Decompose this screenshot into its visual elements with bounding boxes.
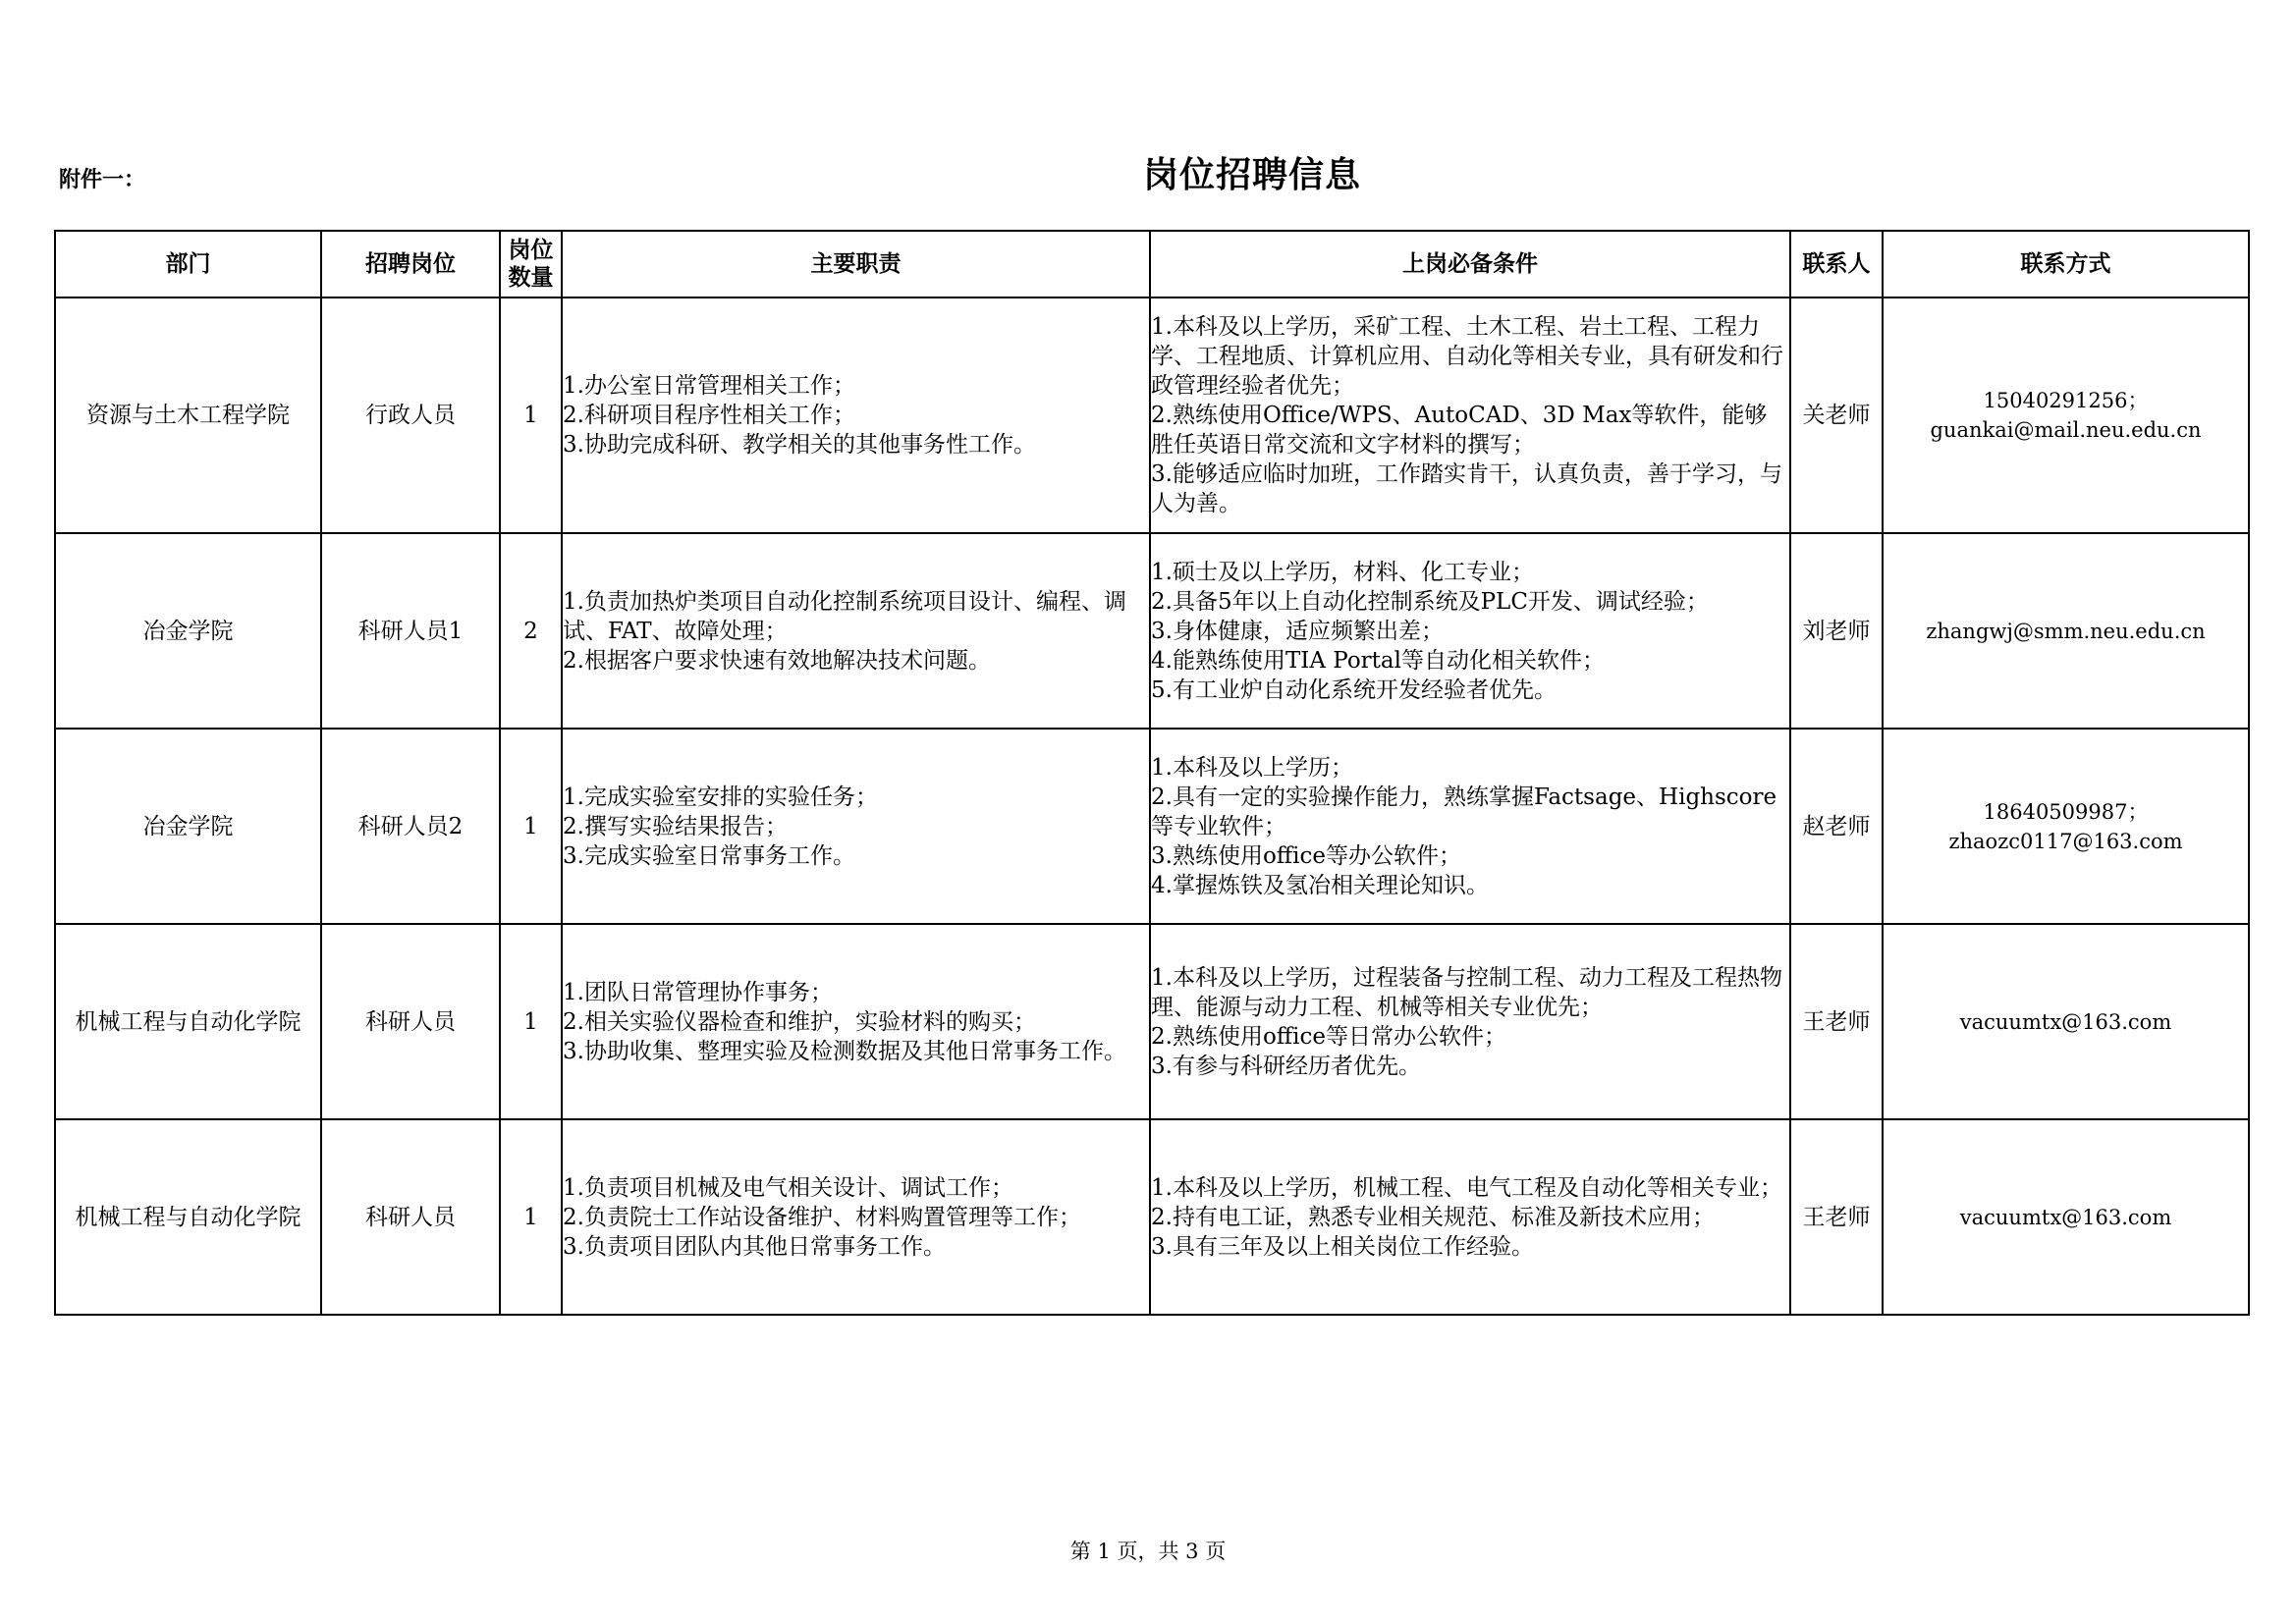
contact-person-cell: 刘老师 xyxy=(1790,533,1883,729)
duty-line: 3.协助完成科研、教学相关的其他事务性工作。 xyxy=(563,432,1036,458)
requirement-line: 1.本科及以上学历，机械工程、电气工程及自动化等相关专业； xyxy=(1151,1174,1782,1201)
duty-line: 2.科研项目程序性相关工作； xyxy=(563,403,855,428)
dept-cell: 机械工程与自动化学院 xyxy=(55,1119,321,1315)
contact-person-cell: 王老师 xyxy=(1790,1119,1883,1315)
requirements-cell xyxy=(1150,924,1790,1119)
duty-line: 2.根据客户要求快速有效地解决技术问题。 xyxy=(563,647,991,674)
duty-line: 3.协助收集、整理实验及检测数据及其他日常事务工作。 xyxy=(563,1038,1126,1064)
duties-cell xyxy=(562,729,1150,924)
requirement-line: 2.熟练使用office等日常办公软件； xyxy=(1151,1023,1506,1050)
requirement-line: 3.有参与科研经历者优先。 xyxy=(1151,1053,1421,1079)
table-row xyxy=(55,729,2249,924)
header-contact-person: 联系人 xyxy=(1790,231,1883,298)
requirement-line: 1.本科及以上学历，过程装备与控制工程、动力工程及工程热物理、能源与动力工程、机械等相关专业优先； xyxy=(1151,964,1782,1020)
requirement-line: 3.具有三年及以上相关岗位工作经验。 xyxy=(1151,1233,1534,1260)
header-dept: 部门 xyxy=(55,231,321,298)
requirements-cell xyxy=(1150,533,1790,729)
requirements-cell xyxy=(1150,298,1790,533)
duty-line: 2.相关实验仪器检查和维护，实验材料的购买； xyxy=(563,1008,1036,1035)
contact-info-cell xyxy=(1883,533,2249,729)
contact-person-cell: 关老师 xyxy=(1790,298,1883,533)
table-header-row xyxy=(55,231,2249,298)
duty-line: 2.撰写实验结果报告； xyxy=(563,813,788,839)
duties-cell xyxy=(562,924,1150,1119)
contact-line: 18640509987； xyxy=(1983,799,2149,824)
header-count-line1: 岗位 xyxy=(508,238,554,263)
count-cell: 1 xyxy=(500,1119,562,1315)
contact-line: vacuumtx@163.com xyxy=(1959,1205,2172,1229)
contact-line: vacuumtx@163.com xyxy=(1959,1009,2172,1034)
requirement-line: 1.本科及以上学历，采矿工程、土木工程、岩土工程、工程力学、工程地质、计算机应用、自动化等相关专业，具有研发和行政管理经验者优先； xyxy=(1151,314,1783,399)
header-position: 招聘岗位 xyxy=(321,231,500,298)
page-footer: 第 1 页，共 3 页 xyxy=(1069,1540,1227,1563)
duty-line: 2.负责院士工作站设备维护、材料购置管理等工作； xyxy=(563,1204,1081,1230)
count-cell: 1 xyxy=(500,924,562,1119)
duties-cell xyxy=(562,533,1150,729)
contact-line: zhangwj@smm.neu.edu.cn xyxy=(1926,619,2206,643)
header-requirements: 上岗必备条件 xyxy=(1150,231,1790,298)
page-title: 岗位招聘信息 xyxy=(1142,155,1361,195)
requirement-line: 2.具有一定的实验操作能力，熟练掌握Factsage、Highscore等专业软件； xyxy=(1151,784,1777,839)
position-cell: 行政人员 xyxy=(321,298,500,533)
table-row xyxy=(55,533,2249,729)
requirement-line: 3.身体健康，适应频繁出差； xyxy=(1151,618,1444,644)
requirement-line: 4.掌握炼铁及氢冶相关理论知识。 xyxy=(1151,872,1489,898)
requirement-line: 1.本科及以上学历； xyxy=(1151,754,1353,781)
contact-person-cell: 赵老师 xyxy=(1790,729,1883,924)
count-cell: 1 xyxy=(500,298,562,533)
contact-line: guankai@mail.neu.edu.cn xyxy=(1930,418,2202,442)
requirements-cell xyxy=(1150,729,1790,924)
table-row xyxy=(55,924,2249,1119)
position-cell: 科研人员 xyxy=(321,924,500,1119)
requirement-line: 4.能熟练使用TIA Portal等自动化相关软件； xyxy=(1151,647,1605,674)
header-duties: 主要职责 xyxy=(562,231,1150,298)
requirement-line: 3.熟练使用office等办公软件； xyxy=(1151,842,1461,869)
table-row xyxy=(55,1119,2249,1315)
duty-line: 1.负责加热炉类项目自动化控制系统项目设计、编程、调试、FAT、故障处理； xyxy=(563,588,1126,644)
dept-cell: 资源与土木工程学院 xyxy=(55,298,321,533)
requirement-line: 2.具备5年以上自动化控制系统及PLC开发、调试经验； xyxy=(1151,588,1709,615)
position-cell: 科研人员2 xyxy=(321,729,500,924)
duty-line: 1.办公室日常管理相关工作； xyxy=(563,373,855,399)
job-table xyxy=(54,230,2250,1316)
header-count-line2: 数量 xyxy=(508,265,554,291)
contact-info-cell xyxy=(1883,298,2249,533)
duties-cell xyxy=(562,1119,1150,1315)
duties-cell xyxy=(562,298,1150,533)
requirement-line: 3.能够适应临时加班，工作踏实肯干，认真负责，善于学习，与人为善。 xyxy=(1151,461,1782,516)
contact-info-cell xyxy=(1883,924,2249,1119)
requirement-line: 5.有工业炉自动化系统开发经验者优先。 xyxy=(1151,676,1557,703)
dept-cell: 冶金学院 xyxy=(55,533,321,729)
header-contact-info: 联系方式 xyxy=(1883,231,2249,298)
position-cell: 科研人员 xyxy=(321,1119,500,1315)
attachment-label: 附件一： xyxy=(59,168,146,192)
duty-line: 1.负责项目机械及电气相关设计、调试工作； xyxy=(563,1174,1013,1201)
count-cell: 2 xyxy=(500,533,562,729)
count-cell: 1 xyxy=(500,729,562,924)
dept-cell: 机械工程与自动化学院 xyxy=(55,924,321,1119)
requirement-line: 2.持有电工证，熟悉专业相关规范、标准及新技术应用； xyxy=(1151,1204,1715,1230)
duty-line: 1.团队日常管理协作事务； xyxy=(563,979,833,1005)
contact-line: zhaozc0117@163.com xyxy=(1948,829,2183,853)
requirement-line: 1.硕士及以上学历，材料、化工专业； xyxy=(1151,559,1534,585)
position-cell: 科研人员1 xyxy=(321,533,500,729)
duty-line: 1.完成实验室安排的实验任务； xyxy=(563,784,878,810)
header-count xyxy=(500,231,562,298)
requirement-line: 2.熟练使用Office/WPS、AutoCAD、3D Max等软件，能够胜任英语日常交流和文字材料的撰写； xyxy=(1151,403,1768,458)
duty-line: 3.负责项目团队内其他日常事务工作。 xyxy=(563,1233,946,1260)
duty-line: 3.完成实验室日常事务工作。 xyxy=(563,842,855,869)
requirements-cell xyxy=(1150,1119,1790,1315)
table-row xyxy=(55,298,2249,533)
contact-line: 15040291256； xyxy=(1983,389,2149,412)
contact-info-cell xyxy=(1883,1119,2249,1315)
contact-info-cell xyxy=(1883,729,2249,924)
contact-person-cell: 王老师 xyxy=(1790,924,1883,1119)
dept-cell: 冶金学院 xyxy=(55,729,321,924)
